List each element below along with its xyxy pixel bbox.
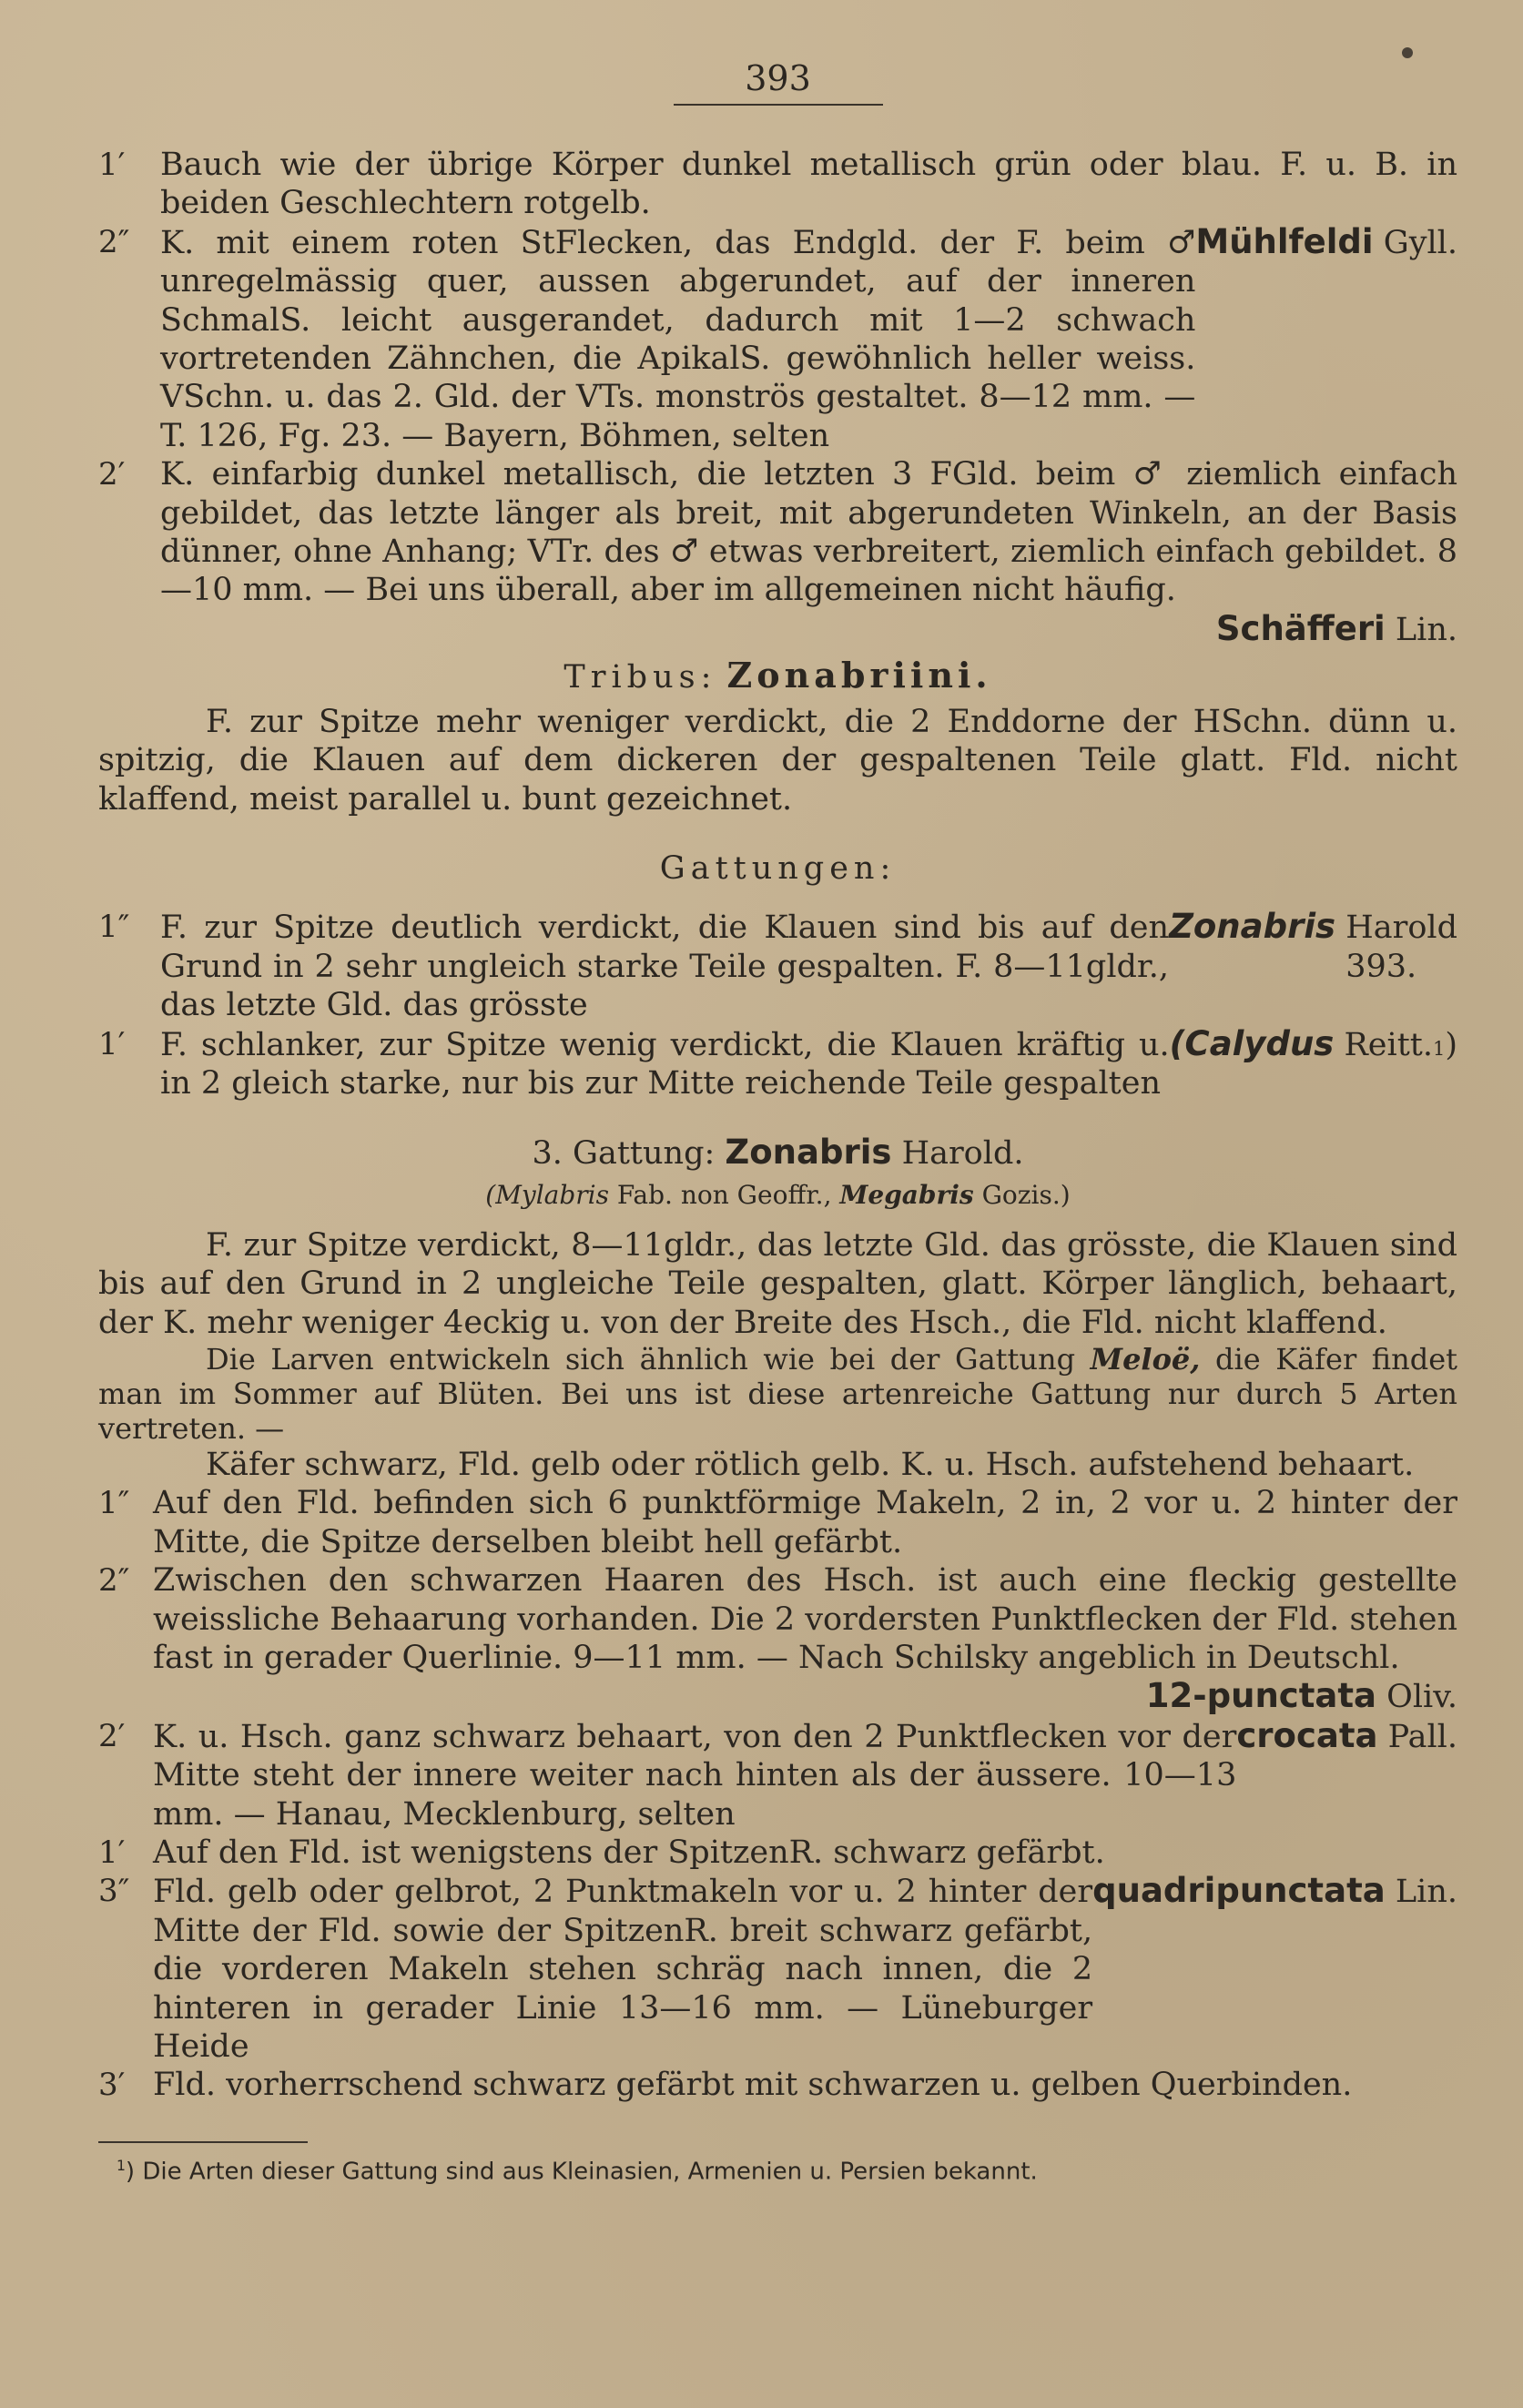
key-label: 3″ <box>98 1873 130 1910</box>
entry-text: Zwischen den schwarzen Haaren des Hsch. ist auch eine fleckig gestellte weissliche Behaarung vorhanden. Die 2 vordersten Punktflecken der Fld. stehen fast in gerader Querlinie. 9—11 mm. — Nach Schilsky angeblich in Deutschl. <box>153 1562 1457 1676</box>
footnote: $^1$) Die Arten dieser Gattung sind aus Kleinasien, Armenien u. Persien bekannt. <box>117 2157 1038 2186</box>
species-key-2pp <box>98 1561 1457 1717</box>
entry-text: Auf den Fld. ist wenigstens der SpitzenR. schwarz gefärbt. <box>153 1834 1105 1872</box>
ink-spot <box>1402 47 1413 58</box>
key-label: 1″ <box>98 909 130 946</box>
key-label: 2″ <box>98 223 130 260</box>
species-key-2p <box>98 1717 1457 1834</box>
gattung-author: Harold. <box>901 1135 1024 1173</box>
entry-text: K. u. Hsch. ganz schwarz behaart, von den 2 Punktflecken vor der Mitte steht der innere weiter nach hinten als der äussere. 10—13 mm. — Hanau, Mecklenburg, selten <box>153 1718 1237 1833</box>
footnote-ref: 1 <box>1432 1037 1446 1060</box>
key-label: 1′ <box>98 1834 126 1872</box>
genus-key-1pp <box>98 908 1457 1024</box>
entry-text: Fld. vorherrschend schwarz gefärbt mit schwarzen u. gelben Querbinden. <box>153 2067 1353 2104</box>
key-entry-2pp <box>98 223 1457 455</box>
key-label: 2′ <box>98 456 126 493</box>
entry-text: F. schlanker, zur Spitze wenig verdickt, die Klauen kräftig u. in 2 gleich starke, nur bis zur Mitte reichende Teile gespalten <box>160 1026 1170 1102</box>
species-name: Schäfferi <box>1215 608 1386 648</box>
footnote-text: Die Arten dieser Gattung sind aus Kleinasien, Armenien u. Persien bekannt. <box>142 2158 1038 2186</box>
species-key-1pp <box>98 1484 1457 1561</box>
entry-text: Auf den Fld. befinden sich 6 punktförmige Makeln, 2 in, 2 vor u. 2 hinter der Mitte, die Spitze derselben bleibt hell gefärbt. <box>153 1485 1457 1560</box>
tribus-heading <box>98 656 1457 696</box>
genus-author: Reitt. <box>1344 1026 1433 1063</box>
larven-paragraph: Die Larven entwickeln sich ähnlich wie bei der Gattung Meloë, die Käfer findet man im Sommer auf Blüten. Bei uns ist diese artenreiche Gattung nur durch 5 Arten vertreten. — <box>98 1341 1458 1446</box>
page-body <box>98 146 1457 2188</box>
key-label: 2′ <box>98 1717 126 1754</box>
species-author: Gyll. <box>1383 224 1457 261</box>
entry-text: F. zur Spitze deutlich verdickt, die Klauen sind bis auf den Grund in 2 sehr ungleich starke Teile gespalten. F. 8—11gldr., das letzte Gld. das grösste <box>160 909 1170 1024</box>
gattung-name: Zonabris <box>725 1133 892 1173</box>
key-label: 1′ <box>98 1025 126 1062</box>
species-author: Pall. <box>1387 1718 1457 1755</box>
footnote-mark: 1 <box>117 2157 126 2174</box>
key-entry-1p <box>98 146 1457 223</box>
key-label: 1′ <box>98 147 126 183</box>
species-author: Oliv. <box>1386 1679 1457 1716</box>
gattung-heading <box>98 1133 1457 1173</box>
entry-text: Bauch wie der übrige Körper dunkel metallisch grün oder blau. F. u. B. in beiden Geschlechtern rotgelb. <box>160 147 1457 222</box>
species-author: Lin. <box>1395 611 1457 648</box>
entry-text: K. einfarbig dunkel metallisch, die letzten 3 FGld. beim ♂ ziemlich einfach gebildet, das letzte länger als breit, mit abgerundeten Winkeln, an der Basis dünner, ohne Anhang; VTr. des ♂ etwas verbreitert, ziemlich einfach gebildet. 8—10 mm. — Bei uns überall, aber im allgemeinen nicht häufig. <box>160 456 1457 609</box>
species-name: crocata <box>1236 1715 1378 1755</box>
species-name: Mühlfeldi <box>1195 221 1374 261</box>
synonymy: (Mylabris Fab. non Geoffr., Megabris Gozis.) <box>485 1179 1071 1210</box>
gattung-label: 3. Gattung: <box>532 1135 716 1173</box>
species-name: quadripunctata <box>1092 1871 1386 1911</box>
species-author: Lin. <box>1395 1874 1457 1911</box>
page-number: 393 <box>674 56 883 106</box>
footnote-rule <box>98 2141 308 2143</box>
key-label: 3′ <box>98 2067 126 2104</box>
genus-name: Zonabris <box>1169 907 1336 947</box>
key-label: 1″ <box>98 1485 130 1522</box>
species-name: 12-punctata <box>1145 1676 1377 1716</box>
key-entry-2p <box>98 455 1457 649</box>
genus-author: Harold 393. <box>1345 909 1457 985</box>
entry-text: K. mit einem roten StFlecken, das Endgld. der F. beim ♂ unregelmässig quer, aussen abgerundet, auf der inneren SchmalS. leicht ausgerandet, dadurch mit 1—2 schwach vortretenden Zähnchen, die ApikalS. gewöhnlich heller weiss. VSchn. u. das 2. Gld. der VTs. monströs gestaltet. 8—12 mm. — T. 126, Fg. 23. — Bayern, Böhmen, selten <box>160 224 1196 454</box>
tribus-label: Tribus: <box>564 659 717 696</box>
gattung-description: F. zur Spitze verdickt, 8—11gldr., das letzte Gld. das grösste, die Klauen sind bis auf den Grund in 2 ungleiche Teile gespalten, glatt. Körper länglich, behaart, der K. mehr weniger 4eckig u. von der Breite des Hsch., die Fld. nicht klaffend. <box>98 1226 1457 1341</box>
species-key-1p <box>98 1834 1457 1872</box>
tribus-name: Zonabriini. <box>726 655 992 696</box>
species-key-3pp <box>98 1872 1457 2066</box>
tribus-description: F. zur Spitze mehr weniger verdickt, die 2 Enddorne der HSchn. dünn u. spitzig, die Klauen auf dem dickeren der gespaltenen Teile glatt. Fld. nicht klaffend, meist parallel u. bunt gezeichnet. <box>98 703 1457 818</box>
gattungen-heading: Gattungen: <box>659 849 897 887</box>
entry-text: Fld. gelb oder gelbrot, 2 Punktmakeln vor u. 2 hinter der Mitte der Fld. sowie der SpitzenR. breit schwarz gefärbt, die vorderen Makeln stehen schräg nach innen, die 2 hinteren in gerader Linie 13—16 mm. — Lüneburger Heide <box>153 1874 1093 2066</box>
genus-key-1p: 1′ F. schlanker, zur Spitze wenig verdickt, die Klauen kräftig u. in 2 gleich starke, nur bis zur Mitte reichende Teile gespalten (Calydus Reitt. 1 ) <box>98 1023 1457 1102</box>
kaefer-paragraph: Käfer schwarz, Fld. gelb oder rötlich gelb. K. u. Hsch. aufstehend behaart. <box>206 1446 1415 1483</box>
genus-name: (Calydus <box>1169 1023 1335 1063</box>
species-key-3p <box>98 2066 1457 2104</box>
key-label: 2″ <box>98 1562 130 1600</box>
